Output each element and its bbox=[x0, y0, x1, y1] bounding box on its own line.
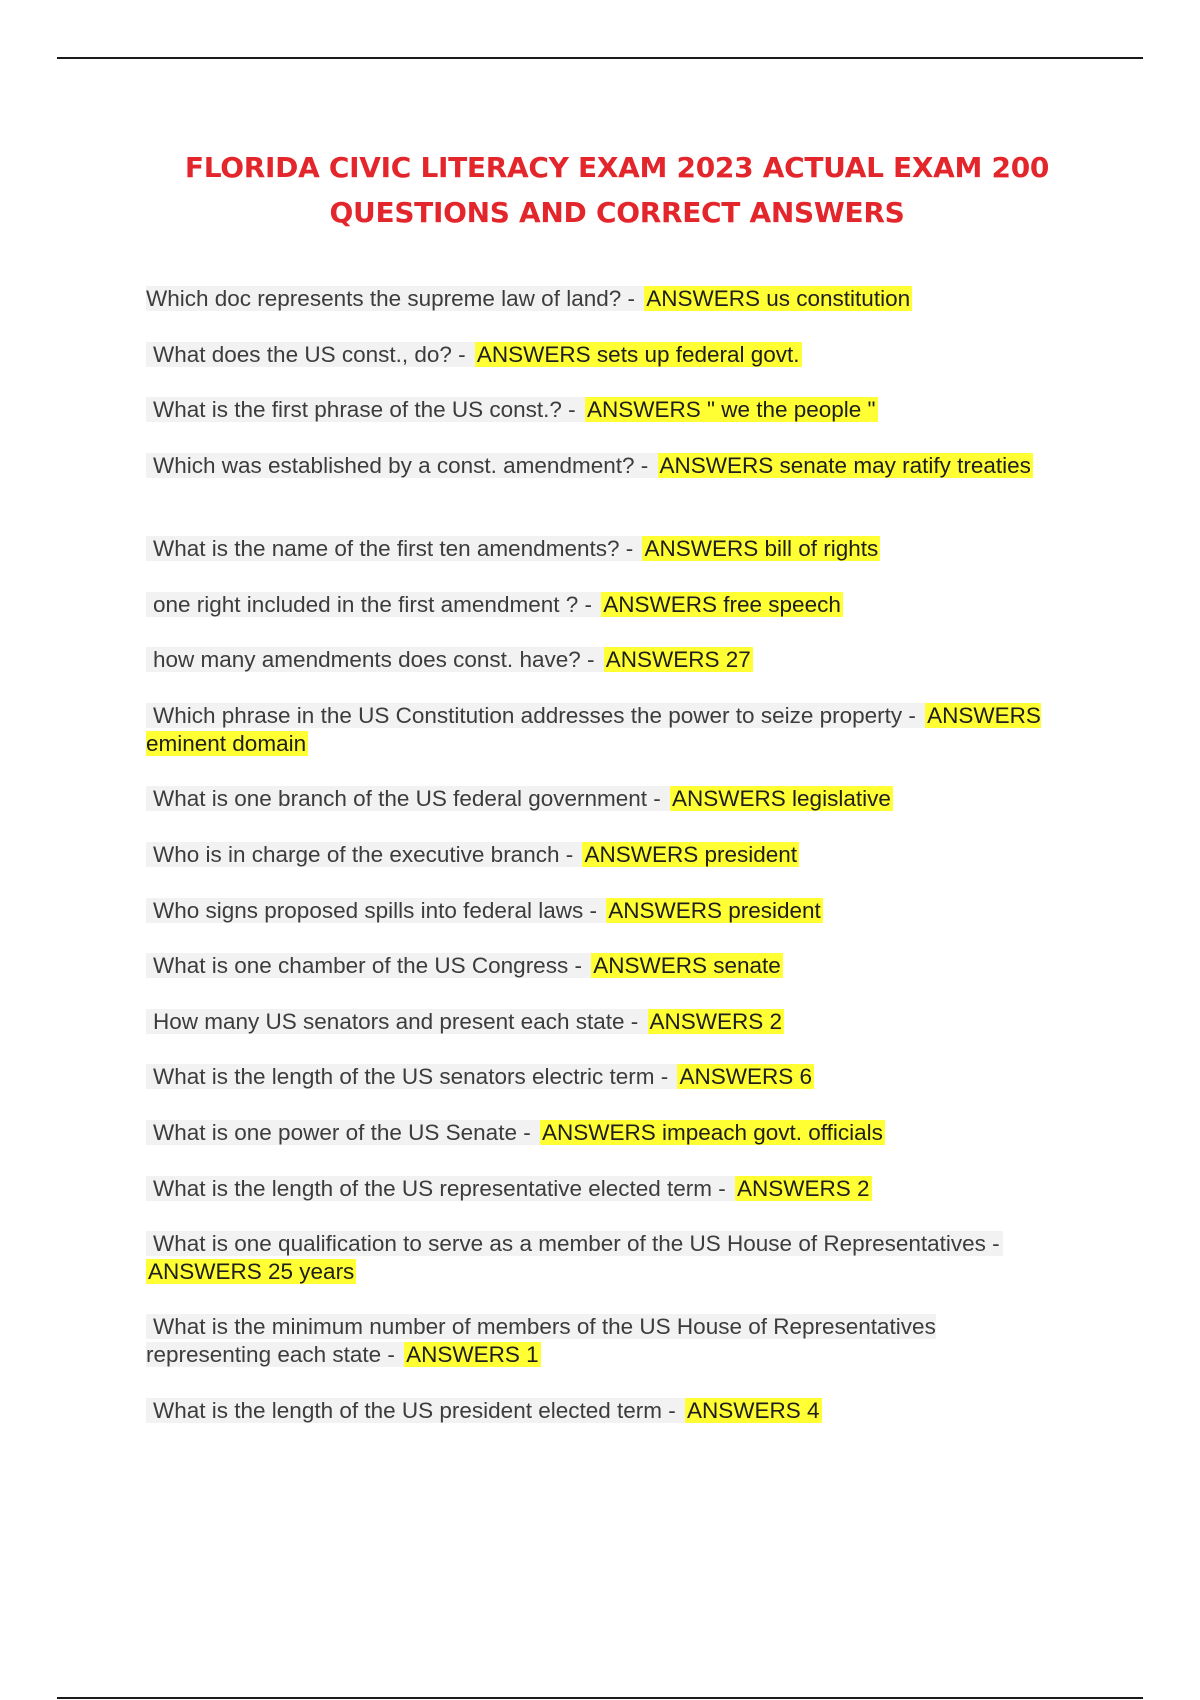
answer-highlight: ANSWERS senate bbox=[593, 953, 781, 978]
document-title-line-1: FLORIDA CIVIC LITERACY EXAM 2023 ACTUAL EXAM 200 bbox=[184, 151, 1050, 184]
footer-rule bbox=[57, 1697, 1143, 1699]
qa-item-14 bbox=[146, 1063, 1066, 1091]
qa-item-15 bbox=[146, 1119, 1066, 1147]
answer-highlight: ANSWERS impeach govt. officials bbox=[541, 1120, 883, 1145]
document-title bbox=[0, 145, 1200, 235]
question-text: What is the first phrase of the US const.? - bbox=[146, 397, 585, 422]
question-text: What is the length of the US president elected term - bbox=[146, 1398, 685, 1423]
question-text: how many amendments does const. have? - bbox=[146, 647, 604, 672]
answer-highlight: ANSWERS us constitution bbox=[646, 286, 911, 311]
question-text: What is the minimum number of members of the US House of Representatives representing each state - bbox=[146, 1314, 936, 1367]
qa-item-16 bbox=[146, 1175, 1066, 1203]
question-text: Which phrase in the US Constitution addresses the power to seize property - bbox=[146, 703, 925, 728]
answer-highlight: ANSWERS free speech bbox=[603, 592, 841, 617]
answer-highlight: ANSWERS 27 bbox=[605, 647, 751, 672]
question-text: one right included in the first amendment ? - bbox=[146, 592, 601, 617]
answer-highlight: ANSWERS president bbox=[608, 898, 821, 923]
qa-item-10 bbox=[146, 841, 1066, 869]
question-text: How many US senators and present each state - bbox=[146, 1009, 648, 1034]
qa-item-3 bbox=[146, 396, 1066, 424]
qa-item-13 bbox=[146, 1008, 1066, 1036]
qa-item-17 bbox=[146, 1230, 1066, 1286]
answer-highlight: ANSWERS senate may ratify treaties bbox=[659, 453, 1031, 478]
document-title-line-2: QUESTIONS AND CORRECT ANSWERS bbox=[329, 196, 905, 229]
question-text: What is one branch of the US federal government - bbox=[146, 786, 670, 811]
question-text: What is the length of the US representative elected term - bbox=[146, 1176, 735, 1201]
question-text: What is one chamber of the US Congress - bbox=[146, 953, 591, 978]
question-text: Which was established by a const. amendment? - bbox=[146, 453, 658, 478]
question-text: What is the length of the US senators electric term - bbox=[146, 1064, 677, 1089]
question-text: Who signs proposed spills into federal laws - bbox=[146, 898, 606, 923]
qa-item-19 bbox=[146, 1397, 1066, 1425]
answer-highlight: ANSWERS 1 bbox=[406, 1342, 539, 1367]
qa-item-8 bbox=[146, 702, 1066, 758]
question-text: What does the US const., do? - bbox=[146, 342, 475, 367]
answer-highlight: ANSWERS eminent domain bbox=[146, 703, 1041, 756]
answer-highlight: ANSWERS " we the people " bbox=[586, 397, 876, 422]
qa-item-2 bbox=[146, 341, 1066, 369]
qa-item-12 bbox=[146, 952, 1066, 980]
qa-item-11 bbox=[146, 897, 1066, 925]
question-text: Who is in charge of the executive branch - bbox=[146, 842, 582, 867]
question-text: Which doc represents the supreme law of land? - bbox=[146, 286, 644, 311]
answer-highlight: ANSWERS 4 bbox=[687, 1398, 820, 1423]
answer-highlight: ANSWERS president bbox=[584, 842, 798, 867]
question-text: What is one qualification to serve as a member of the US House of Representatives - bbox=[146, 1231, 1003, 1256]
answer-highlight: ANSWERS 25 years bbox=[148, 1259, 355, 1284]
header-rule bbox=[57, 57, 1143, 59]
qa-item-6 bbox=[146, 591, 1066, 619]
answer-highlight: ANSWERS bill of rights bbox=[644, 536, 879, 561]
qa-item-4 bbox=[146, 452, 1066, 480]
qa-item-9 bbox=[146, 785, 1066, 813]
answer-highlight: ANSWERS sets up federal govt. bbox=[476, 342, 800, 367]
question-text: What is one power of the US Senate - bbox=[146, 1120, 540, 1145]
answer-highlight: ANSWERS 2 bbox=[737, 1176, 870, 1201]
qa-item-1 bbox=[146, 285, 1066, 313]
answer-highlight: ANSWERS 2 bbox=[649, 1009, 783, 1034]
qa-item-5 bbox=[146, 535, 1066, 563]
question-text: What is the name of the first ten amendments? - bbox=[146, 536, 642, 561]
answer-highlight: ANSWERS legislative bbox=[672, 786, 891, 811]
answer-highlight: ANSWERS 6 bbox=[679, 1064, 812, 1089]
qa-item-7 bbox=[146, 646, 1066, 674]
qa-item-18 bbox=[146, 1313, 1066, 1369]
